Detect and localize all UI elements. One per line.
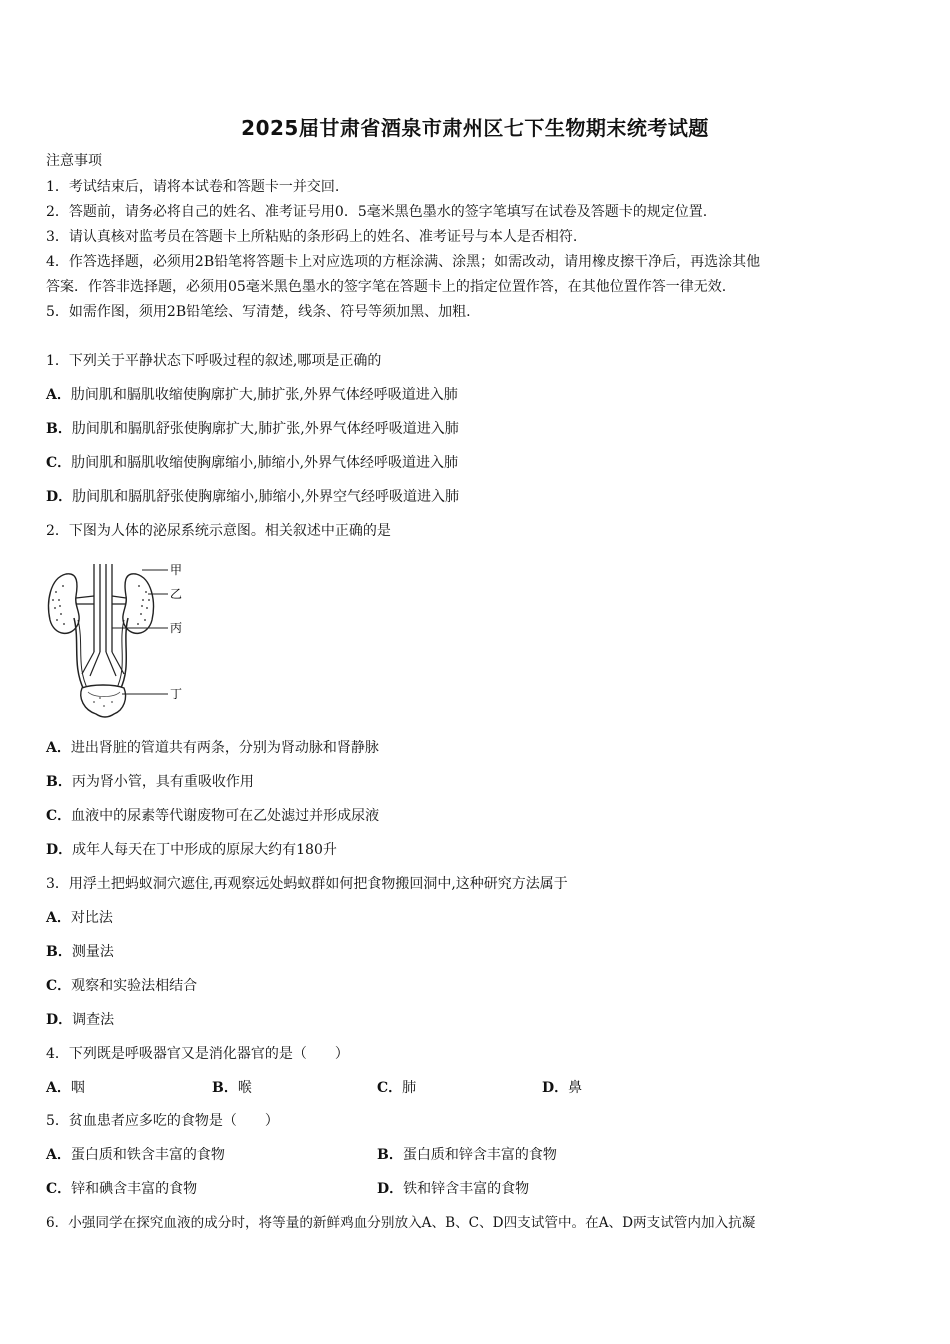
- option-text: 观察和实验法相结合: [71, 978, 198, 994]
- notice-item: 答案．作答非选择题，必须用05毫米黑色墨水的签字笔在答题卡上的指定位置作答，在其他位置作答一律无效.: [46, 279, 727, 295]
- question-5-option-a: [46, 1146, 225, 1164]
- question-5-option-b: [377, 1146, 557, 1164]
- option-label: D．: [377, 1181, 404, 1197]
- question-4-stem: 4．下列既是呼吸器官又是消化器官的是（ ）: [46, 1046, 349, 1062]
- option-text: 蛋白质和锌含丰富的食物: [402, 1147, 557, 1163]
- question-5-option-d: [377, 1180, 529, 1198]
- notice-item: 4．作答选择题，必须用2B铅笔将答题卡上对应选项的方框涂满、涂黑；如需改动，请用橡皮擦干净后，再选涂其他: [46, 254, 761, 270]
- option-label: D．: [46, 1012, 73, 1028]
- figure-label-ding: 丁: [170, 687, 183, 701]
- question-4-option-a: [46, 1079, 85, 1097]
- question-3-stem: 3．用浮土把蚂蚁洞穴遮住,再观察远处蚂蚁群如何把食物搬回洞中,这种研究方法属于: [46, 876, 568, 892]
- question-5-stem: 5．贫血患者应多吃的食物是（ ）: [46, 1113, 279, 1129]
- question-2-option-a: [46, 739, 379, 757]
- notice-item: 2．答题前，请务必将自己的姓名、准考证号用0．5毫米黑色墨水的签字笔填写在试卷及答题卡的规定位置.: [46, 204, 708, 220]
- option-label: D．: [46, 842, 73, 858]
- option-text: 进出肾脏的管道共有两条，分别为肾动脉和肾静脉: [70, 740, 379, 756]
- option-text: 肋间肌和膈肌收缩使胸廓缩小,肺缩小,外界气体经呼吸道进入肺: [71, 455, 459, 471]
- option-text: 血液中的尿素等代谢废物可在乙处滤过并形成尿液: [71, 808, 380, 824]
- notice-item: 1．考试结束后，请将本试卷和答题卡一并交回.: [46, 179, 340, 195]
- option-text: 丙为肾小管，具有重吸收作用: [71, 774, 254, 790]
- notice-heading: 注意事项: [46, 153, 102, 169]
- question-2-option-d: [46, 841, 337, 859]
- option-text: 肋间肌和膈肌舒张使胸廓缩小,肺缩小,外界空气经呼吸道进入肺: [72, 489, 460, 505]
- option-text: 锌和碘含丰富的食物: [71, 1181, 198, 1197]
- option-text: 铁和锌含丰富的食物: [403, 1181, 530, 1197]
- question-3-option-b: [46, 943, 114, 961]
- option-label: C．: [46, 808, 72, 824]
- option-text: 肺: [402, 1080, 417, 1096]
- question-2-option-b: [46, 773, 254, 791]
- option-label: B．: [46, 774, 72, 790]
- urinary-system-diagram: [44, 562, 194, 722]
- option-text: 对比法: [70, 910, 113, 926]
- question-3-option-d: [46, 1011, 114, 1029]
- question-1-option-b: [46, 420, 459, 438]
- question-4-option-c: [377, 1079, 416, 1097]
- option-text: 肋间肌和膈肌收缩使胸廓扩大,肺扩张,外界气体经呼吸道进入肺: [70, 387, 458, 403]
- option-label: A．: [46, 910, 71, 926]
- option-label: B．: [46, 421, 72, 437]
- question-6-stem: 6．小强同学在探究血液的成分时，将等量的新鲜鸡血分别放入A、B、C、D四支试管中。在A、D两支试管内加入抗凝: [46, 1215, 756, 1231]
- question-1-stem: 1．下列关于平静状态下呼吸过程的叙述,哪项是正确的: [46, 353, 382, 369]
- option-label: D．: [542, 1080, 569, 1096]
- option-label: D．: [46, 489, 73, 505]
- option-label: A．: [46, 1080, 71, 1096]
- option-text: 鼻: [568, 1080, 583, 1096]
- figure-label-yi: 乙: [170, 587, 183, 601]
- question-3-option-a: [46, 909, 113, 927]
- figure-label-bing: 丙: [170, 621, 183, 635]
- notice-item: 3．请认真核对监考员在答题卡上所粘贴的条形码上的姓名、准考证号与本人是否相符.: [46, 229, 578, 245]
- question-2-option-c: [46, 807, 379, 825]
- question-1-option-c: [46, 454, 458, 472]
- question-1-option-d: [46, 488, 459, 506]
- option-label: B．: [46, 944, 72, 960]
- notice-item: 5．如需作图，须用2B铅笔绘、写清楚，线条、符号等须加黑、加粗.: [46, 304, 471, 320]
- option-text: 喉: [237, 1080, 252, 1096]
- option-text: 调查法: [72, 1012, 115, 1028]
- option-text: 测量法: [71, 944, 114, 960]
- question-4-option-b: [212, 1079, 252, 1097]
- page-title: 2025届甘肃省酒泉市肃州区七下生物期末统考试题: [241, 116, 709, 140]
- option-text: 咽: [70, 1080, 85, 1096]
- option-label: A．: [46, 387, 71, 403]
- question-4-option-d: [542, 1079, 582, 1097]
- option-text: 成年人每天在丁中形成的原尿大约有180升: [72, 842, 337, 858]
- question-5-option-c: [46, 1180, 197, 1198]
- question-3-option-c: [46, 977, 197, 995]
- option-label: A．: [46, 1147, 71, 1163]
- option-label: A．: [46, 740, 71, 756]
- question-2-stem: 2．下图为人体的泌尿系统示意图。相关叙述中正确的是: [46, 523, 391, 539]
- option-label: C．: [46, 455, 72, 471]
- option-label: C．: [377, 1080, 403, 1096]
- option-text: 蛋白质和铁含丰富的食物: [70, 1147, 225, 1163]
- option-label: B．: [212, 1080, 238, 1096]
- option-label: C．: [46, 1181, 72, 1197]
- option-text: 肋间肌和膈肌舒张使胸廓扩大,肺扩张,外界气体经呼吸道进入肺: [71, 421, 459, 437]
- figure-label-jia: 甲: [170, 563, 183, 577]
- question-1-option-a: [46, 386, 458, 404]
- option-label: C．: [46, 978, 72, 994]
- option-label: B．: [377, 1147, 403, 1163]
